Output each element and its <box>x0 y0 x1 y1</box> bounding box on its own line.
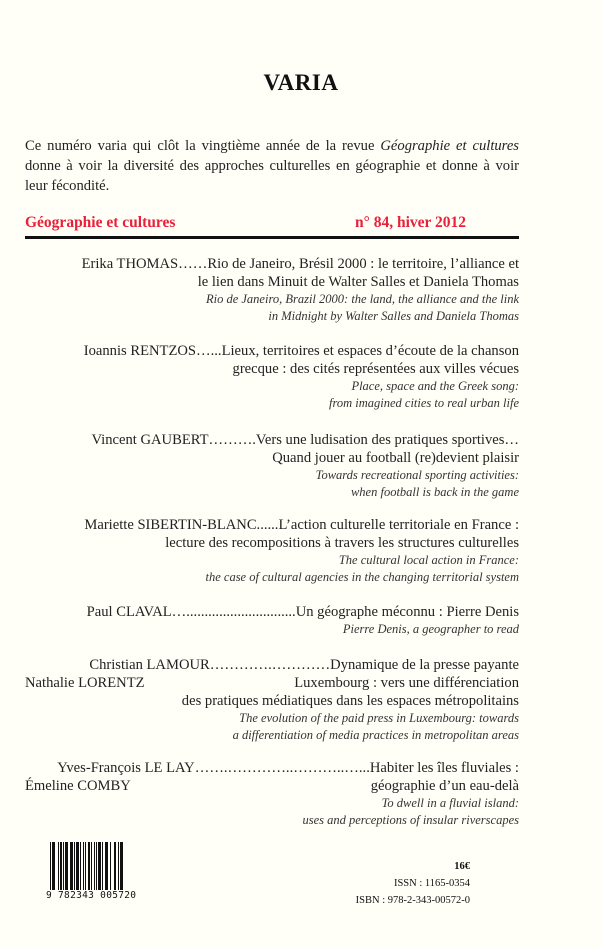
entry-text: Christian LAMOUR………….…………Dynamique de la presse payante <box>89 657 519 673</box>
isbn: ISBN : 978-2-343-00572-0 <box>355 895 470 906</box>
toc-entry <box>25 431 519 500</box>
entry-english-title <box>25 484 519 501</box>
entry-text: when football is back in the game <box>350 484 519 499</box>
entry-text: Towards recreational sporting activities: <box>315 468 519 482</box>
entry-english-title <box>25 395 519 412</box>
toc-entry <box>25 656 519 743</box>
entry-text: in Midnight by Walter Salles and Daniela Thomas <box>268 308 519 323</box>
entry-line <box>25 534 519 552</box>
entry-text: Ioannis RENTZOS…...Lieux, territoires et espaces d’écoute de la chanson <box>83 343 519 359</box>
entry-text: Place, space and the Greek song: <box>351 379 519 393</box>
intro-text-end: donne à voir la diversité des approches culturelles en géographie et donne à voir leur fécondité. <box>25 158 519 194</box>
issn: ISSN : 1165-0354 <box>393 878 470 889</box>
entry-text: the case of cultural agencies in the changing territorial system <box>205 569 519 584</box>
entry-english-title <box>25 569 519 586</box>
entry-english-title <box>25 291 519 308</box>
entry-english-title <box>25 727 519 744</box>
issue-header <box>25 214 519 234</box>
entry-text: Yves-François LE LAY…….…………..………..…...Habiter les îles fluviales : <box>57 760 519 776</box>
entry-line <box>25 273 519 291</box>
intro-paragraph <box>25 136 519 196</box>
entry-text: grecque : des cités représentées aux villes vécues <box>232 361 519 377</box>
entry-text: The cultural local action in France: <box>338 553 519 567</box>
entry-english-title <box>25 812 519 829</box>
price: 16€ <box>454 861 470 872</box>
entry-line <box>25 674 519 692</box>
entry-english-title <box>25 621 519 638</box>
entry-text: Vincent GAUBERT……….Vers une ludisation des pratiques sportives… <box>91 432 519 448</box>
issue-number: n° 84, hiver 2012 <box>355 214 466 231</box>
entry-line <box>25 656 519 674</box>
entry-line <box>25 516 519 534</box>
entry-line <box>25 342 519 360</box>
entry-text: a differentiation of media practices in metropolitan areas <box>232 727 519 742</box>
toc-entry <box>25 342 519 411</box>
entry-english-title <box>25 378 519 395</box>
entry-coauthor: Émeline COMBY <box>25 778 131 794</box>
entry-english-title <box>25 308 519 325</box>
entry-english-title <box>25 552 519 569</box>
entry-text: géographie d’un eau-delà <box>370 778 519 794</box>
entry-line <box>25 360 519 378</box>
publication-info <box>356 858 470 909</box>
entry-english-title <box>25 710 519 727</box>
barcode-digits: 9 782343 005720 <box>46 890 137 901</box>
entry-text: des pratiques médiatiques dans les espaces métropolitains <box>181 693 519 709</box>
entry-text: Mariette SIBERTIN-BLANC......L’action culturelle territoriale en France : <box>84 517 519 533</box>
entry-line <box>25 759 519 777</box>
page-title: VARIA <box>263 70 339 95</box>
toc-entry <box>25 603 519 638</box>
entry-text: The evolution of the paid press in Luxembourg: towards <box>239 711 519 725</box>
entry-text: Quand jouer au football (re)devient plaisir <box>272 450 519 466</box>
entry-text: Erika THOMAS……Rio de Janeiro, Brésil 2000 : le territoire, l’alliance et <box>81 256 519 272</box>
entry-english-title <box>25 795 519 812</box>
intro-text: Ce numéro varia qui clôt la vingtième année de la revue <box>25 138 381 154</box>
entry-line <box>25 777 519 795</box>
barcode-bars <box>50 842 152 892</box>
entry-text: To dwell in a fluvial island: <box>381 796 519 810</box>
entry-line <box>25 431 519 449</box>
entry-line <box>25 449 519 467</box>
entry-english-title <box>25 467 519 484</box>
toc-entry <box>25 255 519 324</box>
journal-name: Géographie et cultures <box>25 214 176 231</box>
entry-text: le lien dans Minuit de Walter Salles et Daniela Thomas <box>197 274 519 290</box>
barcode <box>46 842 154 902</box>
toc-entry <box>25 759 519 828</box>
entry-line <box>25 692 519 710</box>
barcode-bar <box>123 842 124 892</box>
entry-text: from imagined cities to real urban life <box>328 395 519 410</box>
toc-entry <box>25 516 519 585</box>
entry-text: Luxembourg : vers une différenciation <box>294 675 519 691</box>
entry-text: lecture des recompositions à travers les structures culturelles <box>165 535 519 551</box>
intro-journal-name: Géographie et cultures <box>380 138 519 154</box>
entry-text: Pierre Denis, a geographer to read <box>342 622 519 636</box>
entry-text: Rio de Janeiro, Brazil 2000: the land, the alliance and the link <box>205 292 519 306</box>
entry-text: uses and perceptions of insular riverscapes <box>302 812 519 827</box>
entry-text: Paul CLAVAL…..............................Un géographe méconnu : Pierre Denis <box>86 604 519 620</box>
entry-line <box>25 255 519 273</box>
header-rule <box>25 236 519 239</box>
entry-line <box>25 603 519 621</box>
entry-coauthor: Nathalie LORENTZ <box>25 675 145 691</box>
